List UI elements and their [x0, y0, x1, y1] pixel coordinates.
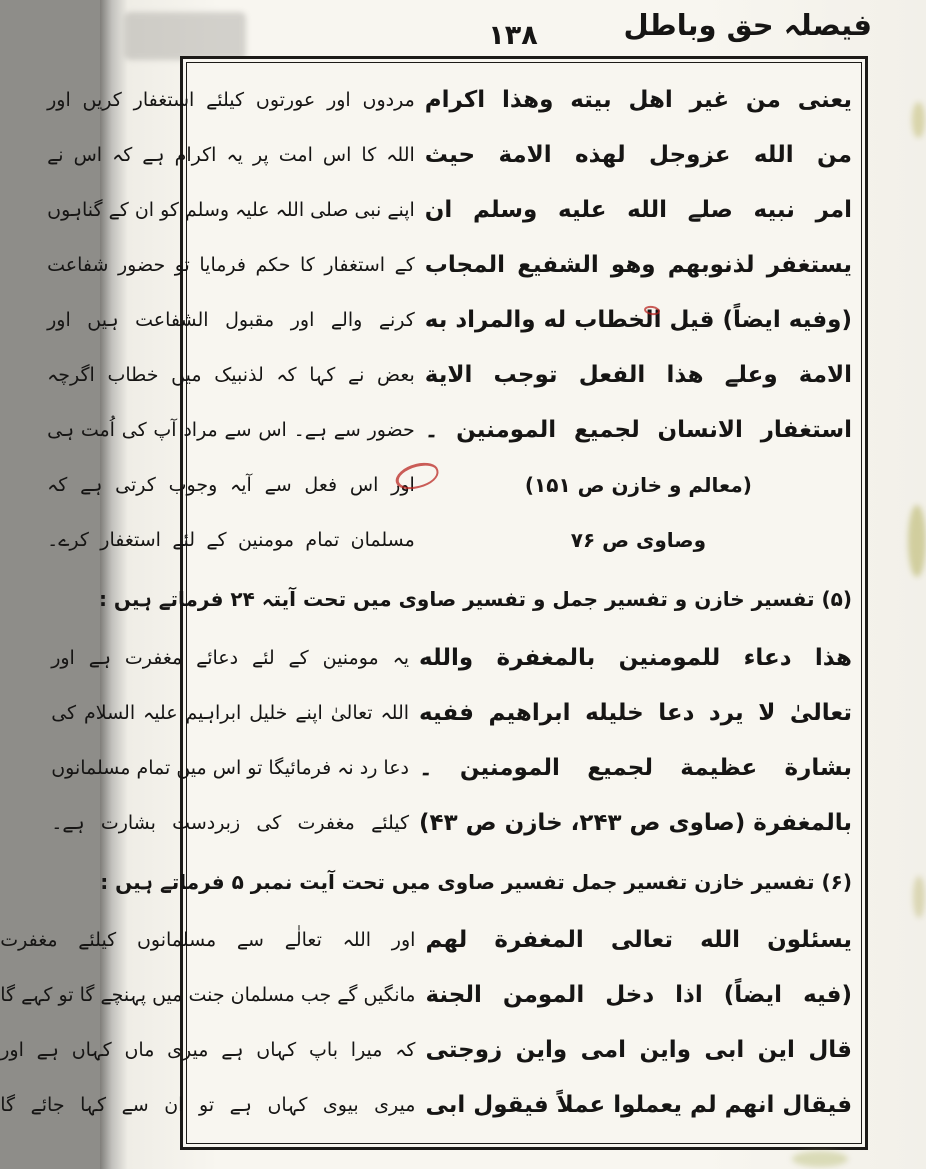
arabic-line: قال این ابی واین امی واین زوجتی	[425, 1037, 852, 1063]
passage-3	[0, 913, 852, 1133]
urdu-line: کے استغفار کا حکم فرمایا تو حضور شفاعت	[47, 254, 415, 276]
arabic-line: الامة وعلے هذا الفعل توجب الایة	[424, 362, 852, 388]
urdu-line: اللہ تعالیٰ اپنے خلیل ابراہیم علیہ السلام کی	[51, 701, 410, 724]
arabic-line: یستغفر لذنوبهم وهو الشفیع المجاب	[424, 252, 852, 278]
arabic-line: یعنی من غیر اهل بیته وهذا اکرام	[424, 87, 852, 113]
section-heading-6: (۶) تفسیر خازن تفسیر جمل تفسیر صاوی میں تحت آیت نمبر ۵ فرماتے ہیں :	[100, 869, 852, 894]
urdu-line: کہ میرا باپ کہاں ہے میری ماں کہاں ہے اور	[0, 1039, 416, 1061]
urdu-line: حضور سے ہے۔ اس سے مراد آپ کی اُمت ہی	[47, 419, 415, 441]
arabic-line: امر نبیه صلے الله علیه وسلم ان	[424, 197, 852, 223]
arabic-line: فیقال انهم لم یعملوا عملاً فیقول ابی	[425, 1092, 852, 1118]
urdu-line: اور اللہ تعالٰے سے مسلمانوں کیلئے مغفرت	[0, 929, 416, 951]
stain-mark	[913, 876, 925, 918]
stain-mark	[792, 1151, 848, 1167]
urdu-line: کیلئے مغفرت کی زبردست بشارت ہے۔	[51, 811, 410, 834]
arabic-column-3	[425, 913, 852, 1133]
page-frame	[0, 56, 868, 1150]
arabic-line: (وفیه ایضاً) قیل الخطاب له والمراد به	[424, 307, 852, 333]
urdu-column-2	[51, 631, 409, 851]
section-heading-5: (۵) تفسیر خازن و تفسیر جمل و تفسیر صاوی میں تحت آیتہ ۲۴ فرماتے ہیں :	[98, 587, 852, 612]
urdu-line: مسلمان تمام مومنین کے لئے استغفار کرے۔	[47, 529, 415, 551]
arabic-line: استغفار الانسان لجمیع المومنین ۔	[424, 417, 852, 443]
arabic-line: بشارة عظیمة لجمیع المومنین ۔	[419, 754, 852, 781]
arabic-line: هذا دعاء للمومنین بالمغفرة والله	[419, 644, 852, 671]
urdu-line: یہ مومنین کے لئے دعائے مغفرت ہے اور	[51, 646, 410, 669]
ink-bleed-artifact	[124, 12, 246, 60]
arabic-line: (فیه ایضاً) اذا دخل المومن الجنة	[425, 982, 852, 1008]
arabic-line: تعالیٰ لا یرد دعا خلیله ابراهیم ففیه	[419, 699, 852, 726]
page-number: ۱۳۸	[488, 20, 538, 51]
urdu-line: مانگیں گے جب مسلمان جنت میں پہنچے گا تو کہے گا	[0, 984, 416, 1006]
passage-2	[51, 631, 852, 851]
urdu-column-3	[0, 913, 415, 1133]
arabic-column-1	[425, 73, 852, 568]
passage-1	[47, 73, 852, 568]
stain-mark	[912, 102, 925, 138]
arabic-line: من الله عزوجل لهذه الامة حیث	[424, 142, 852, 168]
urdu-line: میری بیوی کہاں ہے تو ان سے کہا جائے گا	[0, 1094, 416, 1116]
arabic-line: یسئلون الله تعالی المغفرة لهم	[425, 927, 852, 953]
arabic-line: بالمغفرة (صاوی ص ۲۴۳، خازن ص ۴۳)	[419, 809, 852, 836]
urdu-line: بعض نے کہا کہ لذنبیک میں خطاب اگرچہ	[47, 364, 415, 386]
citation-line: (معالم و خازن ص ۱۵۱)	[524, 473, 752, 497]
urdu-line: مردوں اور عورتوں کیلئے استغفار کریں اور	[47, 89, 415, 111]
urdu-line: دعا رد نہ فرمائیگا تو اس میں تمام مسلمانوں	[51, 756, 410, 779]
book-title: فیصلہ حق وباطل	[623, 8, 872, 42]
urdu-line: اپنے نبی صلی اللہ علیہ وسلم کو ان کے گناہوں	[47, 199, 415, 221]
urdu-line: اور اس فعل سے آیہ وجوب کرتی ہے کہ	[47, 474, 415, 496]
urdu-column-1	[47, 73, 415, 568]
page-frame-inner	[0, 62, 862, 1144]
urdu-line: کرنے والے اور مقبول الشفاعت ہیں اور	[47, 309, 415, 331]
urdu-line: اللہ کا اس امت پر یہ اکرام ہے کہ اس نے	[47, 144, 415, 166]
arabic-column-2	[419, 631, 852, 851]
citation-line: وصاوی ص ۷۶	[570, 528, 707, 552]
stain-mark	[908, 505, 926, 577]
